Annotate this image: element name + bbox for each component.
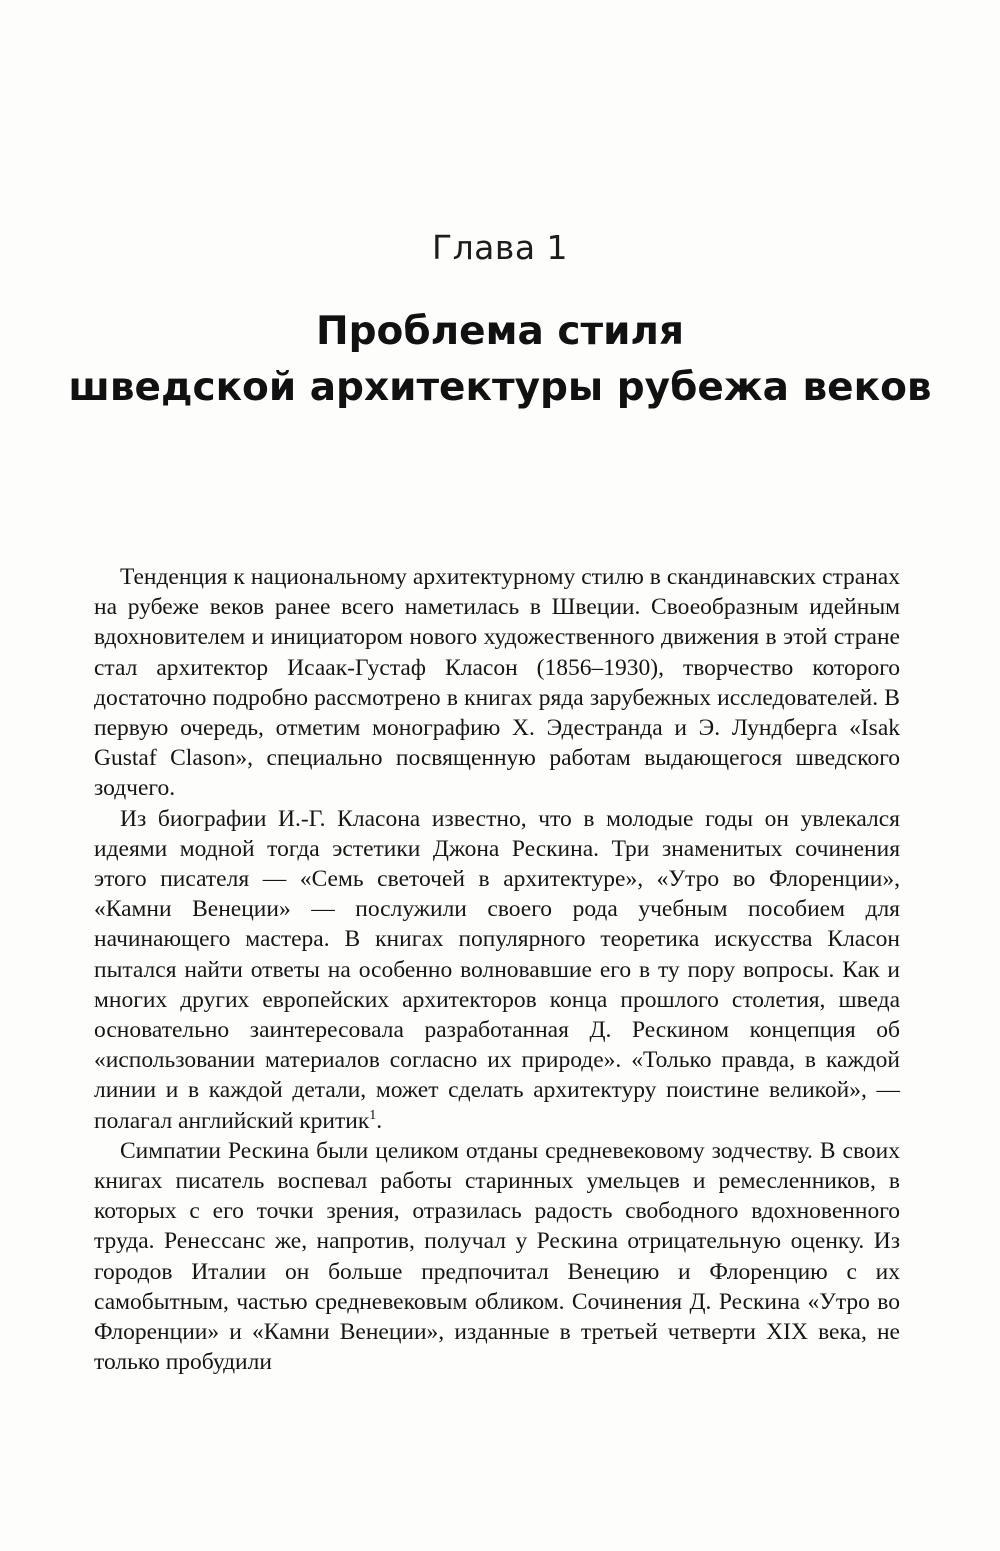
paragraph-1	[94, 562, 900, 804]
paragraph-2	[94, 804, 900, 1136]
paragraph-3-text: Симпатии Рескина были целиком отданы средневековому зодчеству. В своих книгах писатель воспевал работы старинных умельцев и ремесленников, в которых с его точки зрения, отразилась радость свободного вдохновенного труда. Ренессанс же, напротив, получал у Рескина отрицательную оценку. Из городов Италии он больше предпочитал Венецию и Флоренцию с их самобытным, частью средневековым обликом. Сочинения Д. Рескина «Утро во Флоренции» и «Камни Венеции», изданные в третьей четверти XIX века, не только пробудили	[94, 1137, 900, 1376]
paragraph-2-end: .	[376, 1107, 383, 1134]
paragraph-3	[94, 1136, 900, 1378]
chapter-number: Глава 1	[431, 228, 569, 267]
chapter-title-line-2: шведской архитектуры рубежа веков	[68, 365, 932, 410]
body-text	[94, 562, 900, 1377]
paragraph-1-text: Тенденция к национальному архитектурному стилю в скандинавских странах на рубеже веков ранее всего наметилась в Швеции. Своеобразным идейным вдохновителем и инициатором нового художественного движения в этой стране стал архитектор Исаак-Густаф Класон (1856–1930), творчество которого достаточно подробно рассмотрено в книгах ряда зарубежных исследователей. В первую очередь, отметим монографию Х. Эдестранда и Э. Лундберга «Isak Gustaf Clason», специально посвященную работам выдающегося шведского зодчего.	[94, 564, 900, 802]
paragraph-2-text: Из биографии И.-Г. Класона известно, что в молодые годы он увлекался идеями модной тогда эстетики Джона Рескина. Три знаменитых сочинения этого писателя — «Семь светочей в архитектуре», «Утро во Флоренции», «Камни Венеции» — послужили своего рода учебным пособием для начинающего мастера. В книгах популярного теоретика искусства Класон пытался найти ответы на особенно волновавшие его в ту пору вопросы. Как и многих других европейских архитекторов конца прошлого столетия, шведа основательно заинтересовала разработанная Д. Рескином концепция об «использовании материалов согласно их природе». «Только правда, в каждой линии и в каждой детали, может сделать архитектуру поистине великой», — полагал английский критик	[94, 805, 900, 1134]
chapter-title-line-1: Проблема стиля	[315, 309, 685, 354]
footnote-reference[interactable]: 1	[369, 1107, 377, 1123]
chapter-title	[0, 304, 1000, 416]
